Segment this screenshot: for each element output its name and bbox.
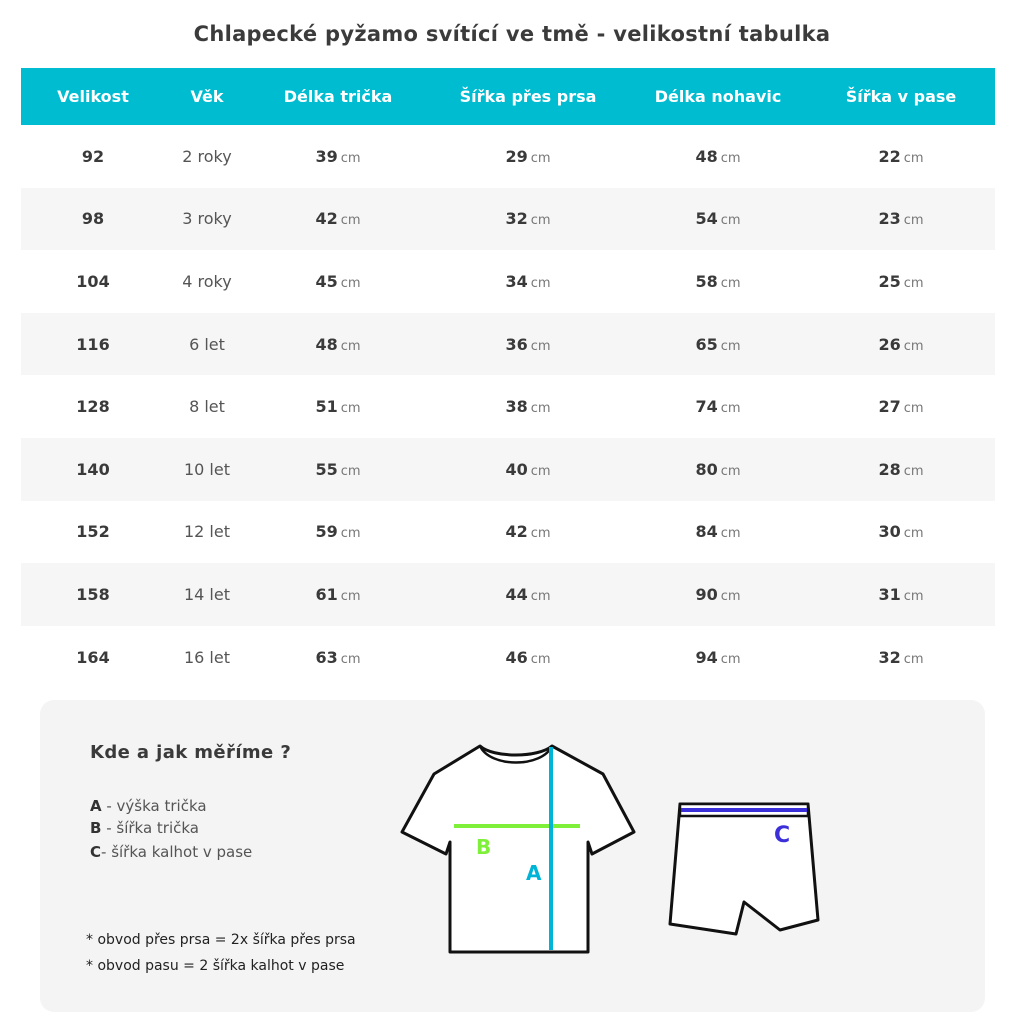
shirt-length-cell (249, 522, 427, 541)
size-cell: 104 (76, 271, 110, 291)
shirt-length-cell (249, 585, 427, 604)
waist-width-cell (807, 209, 995, 228)
cell-value: 34 (505, 271, 528, 291)
cell-value: 44 (505, 584, 528, 604)
chest-width-cell (427, 335, 629, 354)
cell-value: 59 (315, 522, 338, 542)
waist-width-cell (807, 397, 995, 416)
cell-unit: cm (530, 463, 551, 479)
cell-value: 28 (878, 459, 901, 479)
chest-width-cell (427, 522, 629, 541)
age-cell: 14 let (183, 584, 230, 604)
cell-value: 54 (695, 209, 718, 229)
waist-width-cell (807, 522, 995, 541)
cell-value: 29 (505, 146, 528, 166)
cell-unit: cm (340, 275, 361, 291)
waist-width-cell (807, 585, 995, 604)
cell-unit: cm (720, 150, 741, 166)
cell-value: 42 (315, 209, 338, 229)
size-cell: 116 (76, 334, 110, 354)
shirt-length-cell (249, 147, 427, 166)
cell-unit: cm (903, 213, 924, 229)
cell-unit: cm (903, 651, 924, 667)
cell-value: 58 (695, 271, 718, 291)
cell-unit: cm (720, 338, 741, 354)
cell-value: 90 (695, 584, 718, 604)
cell-unit: cm (340, 526, 361, 542)
header-shirt-length: Délka trička (283, 87, 393, 106)
cell-unit: cm (530, 150, 551, 166)
waist-width-cell (807, 460, 995, 479)
cell-unit: cm (903, 275, 924, 291)
legend-item-b (90, 819, 199, 837)
shirt-length-cell (249, 648, 427, 667)
cell-value: 94 (695, 647, 718, 667)
shirt-length-cell (249, 335, 427, 354)
waist-width-cell (807, 648, 995, 667)
label-b: B (476, 835, 492, 859)
cell-unit: cm (903, 526, 924, 542)
cell-value: 38 (505, 397, 528, 417)
table-row (21, 563, 995, 626)
measurement-panel (40, 700, 985, 1012)
cell-value: 45 (315, 271, 338, 291)
cell-value: 61 (315, 584, 338, 604)
size-cell: 92 (81, 146, 105, 166)
cell-unit: cm (340, 213, 361, 229)
leg-length-cell (629, 585, 807, 604)
table-row (21, 188, 995, 251)
cell-unit: cm (530, 275, 551, 291)
cell-value: 23 (878, 209, 901, 229)
cell-unit: cm (720, 526, 741, 542)
size-table (21, 68, 995, 688)
table-row (21, 250, 995, 313)
age-cell: 6 let (189, 334, 225, 354)
leg-length-cell (629, 397, 807, 416)
table-header (21, 68, 995, 125)
cell-unit: cm (530, 588, 551, 604)
table-body (21, 125, 995, 688)
cell-value: 84 (695, 522, 718, 542)
cell-unit: cm (340, 150, 361, 166)
cell-value: 65 (695, 334, 718, 354)
table-row (21, 313, 995, 376)
label-c: C (774, 823, 791, 848)
cell-unit: cm (720, 651, 741, 667)
table-row (21, 375, 995, 438)
table-row (21, 125, 995, 188)
cell-value: 80 (695, 459, 718, 479)
cell-unit: cm (903, 588, 924, 604)
header-age: Věk (190, 87, 224, 106)
cell-value: 39 (315, 146, 338, 166)
cell-value: 32 (505, 209, 528, 229)
leg-length-cell (629, 522, 807, 541)
age-cell: 10 let (183, 459, 230, 479)
legend-text: - šířka trička (101, 819, 199, 837)
cell-unit: cm (340, 651, 361, 667)
leg-length-cell (629, 147, 807, 166)
size-cell: 152 (76, 522, 110, 542)
shirt-length-cell (249, 272, 427, 291)
age-cell: 2 roky (182, 146, 232, 166)
header-waist-width: Šířka v pase (845, 87, 957, 106)
cell-value: 25 (878, 271, 901, 291)
table-row (21, 438, 995, 501)
age-cell: 8 let (189, 397, 225, 417)
size-cell: 140 (76, 459, 110, 479)
cell-unit: cm (340, 401, 361, 417)
measurement-title: Kde a jak měříme ? (90, 742, 292, 763)
size-cell: 158 (76, 584, 110, 604)
cell-unit: cm (903, 150, 924, 166)
age-cell: 16 let (183, 647, 230, 667)
age-cell: 4 roky (182, 271, 232, 291)
chest-width-cell (427, 209, 629, 228)
table-row (21, 501, 995, 564)
leg-length-cell (629, 460, 807, 479)
cell-unit: cm (720, 213, 741, 229)
chest-width-cell (427, 397, 629, 416)
page-title: Chlapecké pyžamo svítící ve tmě - velikostní tabulka (193, 22, 831, 46)
legend-text: - šířka kalhot v pase (101, 843, 253, 861)
cell-unit: cm (340, 463, 361, 479)
size-cell: 128 (76, 397, 110, 417)
cell-value: 55 (315, 459, 338, 479)
cell-unit: cm (720, 588, 741, 604)
chest-width-cell (427, 272, 629, 291)
cell-unit: cm (340, 588, 361, 604)
cell-value: 22 (878, 146, 901, 166)
shirt-length-cell (249, 460, 427, 479)
chest-width-cell (427, 648, 629, 667)
size-cell: 98 (81, 209, 105, 229)
cell-unit: cm (340, 338, 361, 354)
legend-item-a (90, 797, 207, 815)
cell-value: 26 (878, 334, 901, 354)
cell-unit: cm (720, 401, 741, 417)
label-a: A (526, 861, 542, 885)
cell-value: 46 (505, 647, 528, 667)
cell-value: 36 (505, 334, 528, 354)
legend-item-c (90, 843, 252, 861)
cell-value: 63 (315, 647, 338, 667)
note-chest: * obvod přes prsa = 2x šířka přes prsa (86, 932, 356, 948)
waist-width-cell (807, 335, 995, 354)
chest-width-cell (427, 147, 629, 166)
legend-text: - výška trička (101, 797, 207, 815)
legend-key: B (90, 819, 102, 837)
cell-unit: cm (903, 463, 924, 479)
cell-value: 40 (505, 459, 528, 479)
age-cell: 12 let (183, 522, 230, 542)
legend-key: A (90, 797, 102, 815)
cell-value: 74 (695, 397, 718, 417)
chest-width-cell (427, 585, 629, 604)
shirt-length-cell (249, 397, 427, 416)
legend-key: C (90, 843, 102, 861)
cell-value: 32 (878, 647, 901, 667)
header-chest-width: Šířka přes prsa (459, 87, 597, 106)
cell-unit: cm (530, 526, 551, 542)
cell-value: 27 (878, 397, 901, 417)
cell-unit: cm (530, 401, 551, 417)
age-cell: 3 roky (182, 209, 232, 229)
size-cell: 164 (76, 647, 110, 667)
shorts-icon (668, 800, 822, 940)
cell-unit: cm (530, 651, 551, 667)
cell-value: 42 (505, 522, 528, 542)
cell-unit: cm (530, 213, 551, 229)
header-leg-length: Délka nohavic (654, 87, 782, 106)
leg-length-cell (629, 209, 807, 228)
cell-value: 51 (315, 397, 338, 417)
cell-value: 30 (878, 522, 901, 542)
cell-value: 31 (878, 584, 901, 604)
cell-value: 48 (315, 334, 338, 354)
cell-unit: cm (903, 338, 924, 354)
cell-unit: cm (903, 401, 924, 417)
chest-width-cell (427, 460, 629, 479)
header-size: Velikost (57, 87, 129, 106)
leg-length-cell (629, 648, 807, 667)
shirt-length-cell (249, 209, 427, 228)
table-row (21, 626, 995, 689)
note-waist: * obvod pasu = 2 šířka kalhot v pase (86, 958, 345, 974)
cell-unit: cm (530, 338, 551, 354)
cell-unit: cm (720, 275, 741, 291)
cell-unit: cm (720, 463, 741, 479)
tshirt-icon (398, 740, 638, 955)
leg-length-cell (629, 272, 807, 291)
leg-length-cell (629, 335, 807, 354)
waist-width-cell (807, 147, 995, 166)
waist-width-cell (807, 272, 995, 291)
cell-value: 48 (695, 146, 718, 166)
